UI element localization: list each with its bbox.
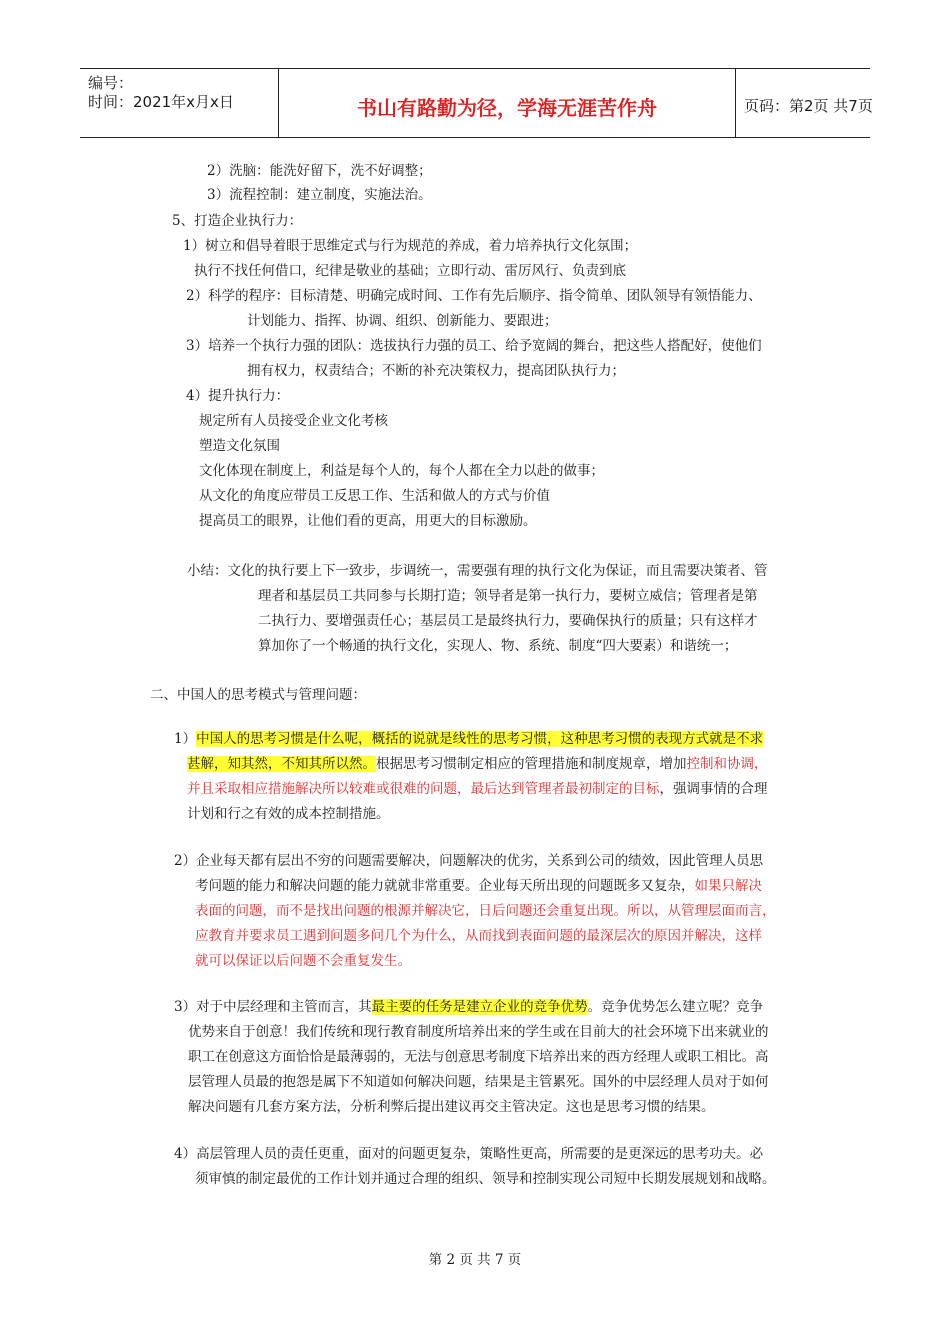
text-line: 规定所有人员接受企业文化考核	[199, 413, 388, 429]
red-text: 如果只解决	[694, 878, 762, 894]
summary-line: 二执行力、要增强责任心；基层员工是最终执行力，要确保执行的质量；只有这样才	[258, 613, 758, 629]
red-text: 控制和协调，	[686, 756, 768, 772]
paragraph-2-line: 就可以保证以后问题不会重复发生。	[195, 953, 411, 969]
header-motto-cell	[279, 69, 736, 137]
paragraph-3-line: 职工在创意这方面恰恰是最薄弱的，无法与创意思考制度下培养出来的西方经理人或职工相比。高	[188, 1049, 769, 1065]
text-line: 拥有权力，权责结合；不断的补充决策权力，提高团队执行力；	[247, 363, 625, 379]
text-line: 塑造文化氛围	[199, 438, 280, 454]
motto-text: 书山有路勤为径，学海无涯苦作舟	[357, 96, 657, 120]
summary-line: 小结：文化的执行要上下一致步，步调统一，需要强有理的执行文化为保证，而且需要决策者、管	[187, 563, 768, 579]
text-line: 1）树立和倡导着眼于思维定式与行为规范的养成，着力培养执行文化氛围；	[183, 238, 638, 254]
paragraph-3-line	[174, 998, 763, 1016]
paragraph-1-line	[187, 755, 768, 773]
number-label: 编号：	[88, 74, 134, 92]
text-line: 执行不找任何借口，纪律是敬业的基础；立即行动、雷厉风行、负责到底	[194, 263, 626, 279]
paragraph-1-line	[187, 780, 768, 798]
text-line: 2）洗脑：能洗好留下，洗不好调整；	[207, 163, 432, 179]
paragraph-1-line	[174, 730, 763, 748]
paragraph-3-line: 层管理人员最的抱怨是属下不知道如何解决问题，结果是主管累死。国外的中层经理人员对于如何	[188, 1074, 769, 1090]
paragraph-2-line: 应教育并要求员工遇到问题多问几个为什么，从而找到表面问题的最深层次的原因并解决，这样	[195, 928, 762, 944]
paragraph-2-line: 2）企业每天都有层出不穷的问题需要解决，问题解决的优劣，关系到公司的绩效，因此管理人员思	[174, 853, 764, 869]
header-page-cell	[736, 69, 873, 137]
highlighted-text: 中国人的思考习惯是什么呢，概括的说就是线性的思考习惯，这种思考习惯的表现方式就是不求	[196, 731, 764, 747]
section-title: 二、中国人的思考模式与管理问题：	[150, 687, 366, 703]
highlighted-text: 甚解，知其然，不知其所以然。	[187, 756, 376, 772]
text-line: 4）提升执行力：	[186, 388, 290, 404]
paragraph-1-line: 计划和行之有效的成本控制措施。	[187, 806, 390, 822]
page-number-label: 页码：第2页 共7页	[744, 97, 873, 115]
summary-line: 理者和基层员工共同参与长期打造；领导者是第一执行力，要树立威信；管理者是第	[258, 588, 758, 604]
plain-text: ，强调事情的合理	[659, 781, 768, 797]
header-info-cell	[80, 69, 279, 137]
paragraph-3-line: 优势来自于创意！我们传统和现行教育制度所培养出来的学生或在目前大的社会环境下出来就业的	[188, 1024, 769, 1040]
highlighted-text: 最主要的任务是建立企业的竞争优势	[371, 999, 588, 1015]
document-header	[80, 68, 873, 138]
plain-text: 考问题的能力和解决问题的能力就就非常重要。企业每天所出现的问题既多又复杂，	[195, 878, 695, 894]
page-footer: 第 2 页 共 7 页	[428, 1252, 522, 1268]
text-line: 文化体现在制度上，利益是每个人的，每个人都在全力以赴的做事；	[199, 463, 604, 479]
summary-line: 算加你了一个畅通的执行文化，实现人、物、系统、制度“四大要素）和谐统一；	[258, 638, 738, 654]
text-line: 2）科学的程序：目标清楚、明确完成时间、工作有先后顺序、指令简单、团队领导有领悟能力、	[186, 288, 762, 304]
paragraph-2-line: 表面的问题，而不是找出问题的根源并解决它，日后问题还会重复出现。所以，从管理层面而言，	[195, 903, 776, 919]
plain-text: 3）对于中层经理和主管而言，其	[174, 999, 372, 1015]
text-line: 提高员工的眼界，让他们看的更高，用更大的目标激励。	[199, 513, 537, 529]
paragraph-number: 1）	[174, 731, 197, 747]
red-text: 并且采取相应措施解决所以较难或很难的问题，最后达到管理者最初制定的目标	[187, 781, 660, 797]
text-line: 3）流程控制：建立制度，实施法治。	[207, 187, 432, 203]
text-line: 从文化的角度应带员工反思工作、生活和做人的方式与价值	[199, 488, 550, 504]
plain-text: 。竞争优势怎么建立呢？竞争	[587, 999, 764, 1015]
section-heading: 5、打造企业执行力：	[172, 213, 303, 229]
text-line: 计划能力、指挥、协调、组织、创新能力、要跟进；	[247, 313, 558, 329]
text-line: 3）培养一个执行力强的团队：选拔执行力强的员工、给予宽阔的舞台，把这些人搭配好，使他们	[186, 338, 762, 354]
plain-text: 根据思考习惯制定相应的管理措施和制度规章，增加	[376, 756, 687, 772]
paragraph-4-line: 4）高层管理人员的责任更重，面对的问题更复杂，策略性更高，所需要的是更深远的思考功夫。必	[174, 1146, 764, 1162]
paragraph-3-line: 解决问题有几套方案方法，分析利弊后提出建议再交主管决定。这也是思考习惯的结果。	[188, 1099, 715, 1115]
paragraph-2-line	[195, 877, 762, 895]
paragraph-4-line: 须审慎的制定最优的工作计划并通过合理的组织、领导和控制实现公司短中长期发展规划和战略。	[195, 1171, 776, 1187]
time-label: 时间：2021年x月x日	[88, 93, 234, 111]
